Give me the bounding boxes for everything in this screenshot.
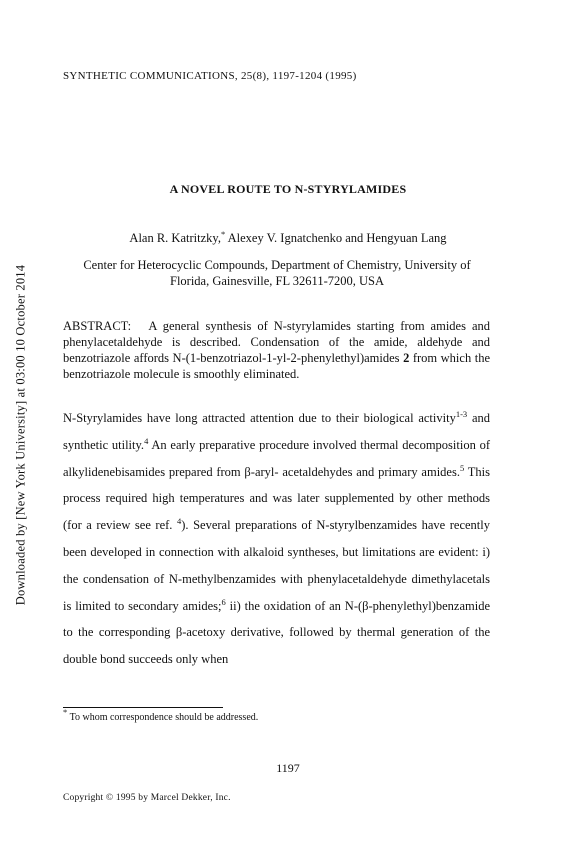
abstract	[63, 318, 490, 382]
abstract-text-2: from which the benzotriazole molecule is smoothly eliminated.	[63, 351, 490, 381]
reference-marker: 4	[144, 435, 149, 446]
page-number: 1197	[276, 761, 300, 775]
affiliation	[63, 257, 491, 289]
paper-title: A NOVEL ROUTE TO N-STYRYLAMIDES	[169, 182, 407, 196]
body-text: This process required high temperatures and was later supplemented by other methods (for a review see ref.	[63, 464, 490, 533]
body-text: N-Styrylamides have long attracted attention due to their biological activity	[63, 411, 456, 425]
reference-marker: 4	[176, 516, 182, 527]
other-authors: Alexey V. Ignatchenko and Hengyuan Lang	[225, 231, 447, 245]
body-paragraph	[63, 405, 490, 673]
compound-number: 2	[403, 351, 410, 365]
body-text: ). Several preparations of N-styrylbenzamides have recently been developed in connection with alkaloid syntheses, but limitations are evident: i) the condensation of N-methylbenzamides with phenylacetaldehyde dimethylacetals is limited to secondary amides;	[63, 518, 490, 613]
reference-marker: 1-3	[455, 409, 468, 419]
footnote	[63, 707, 259, 723]
reference-marker: 6	[221, 596, 226, 607]
affiliation-line-1: Center for Heterocyclic Compounds, Department of Chemistry, University of	[83, 258, 471, 272]
journal-citation: SYNTHETIC COMMUNICATIONS, 25(8), 1197-1204 (1995)	[63, 70, 357, 82]
affiliation-line-2: Florida, Gainesville, FL 32611-7200, USA	[170, 274, 384, 288]
body-text: ii) the oxidation of an N-(β-phenylethyl)benzamide to the corresponding β-acetoxy derivative, followed by thermal generation of the double bond succeeds only when	[63, 598, 490, 667]
reference-marker: 5	[459, 462, 465, 473]
footnote-mark: *	[63, 707, 68, 717]
author-line	[0, 231, 576, 246]
body-text: An early preparative procedure involved thermal decomposition of alkylidenebisamides prepared from β-aryl- acetaldehydes and primary amides.	[63, 437, 490, 479]
footnote-text: To whom correspondence should be addressed.	[67, 712, 259, 723]
abstract-text-1: A general synthesis of N-styrylamides starting from amides and phenylacetaldehyde is described. Condensation of the amide, aldehyde and benzotriazole affords N-(1-benzotriazol-1-yl-2-phenylethyl)amides	[63, 319, 491, 365]
download-watermark	[14, 240, 28, 630]
corresponding-author-mark: *	[220, 229, 226, 239]
download-notice: Downloaded by [New York University] at 03:00 10 October 2014	[13, 264, 28, 606]
footnote-divider	[63, 707, 223, 708]
copyright-notice: Copyright © 1995 by Marcel Dekker, Inc.	[63, 793, 231, 803]
first-author: Alan R. Katritzky,	[129, 231, 221, 245]
body-text: and synthetic utility.	[63, 411, 490, 452]
abstract-label: ABSTRACT:	[63, 319, 132, 333]
